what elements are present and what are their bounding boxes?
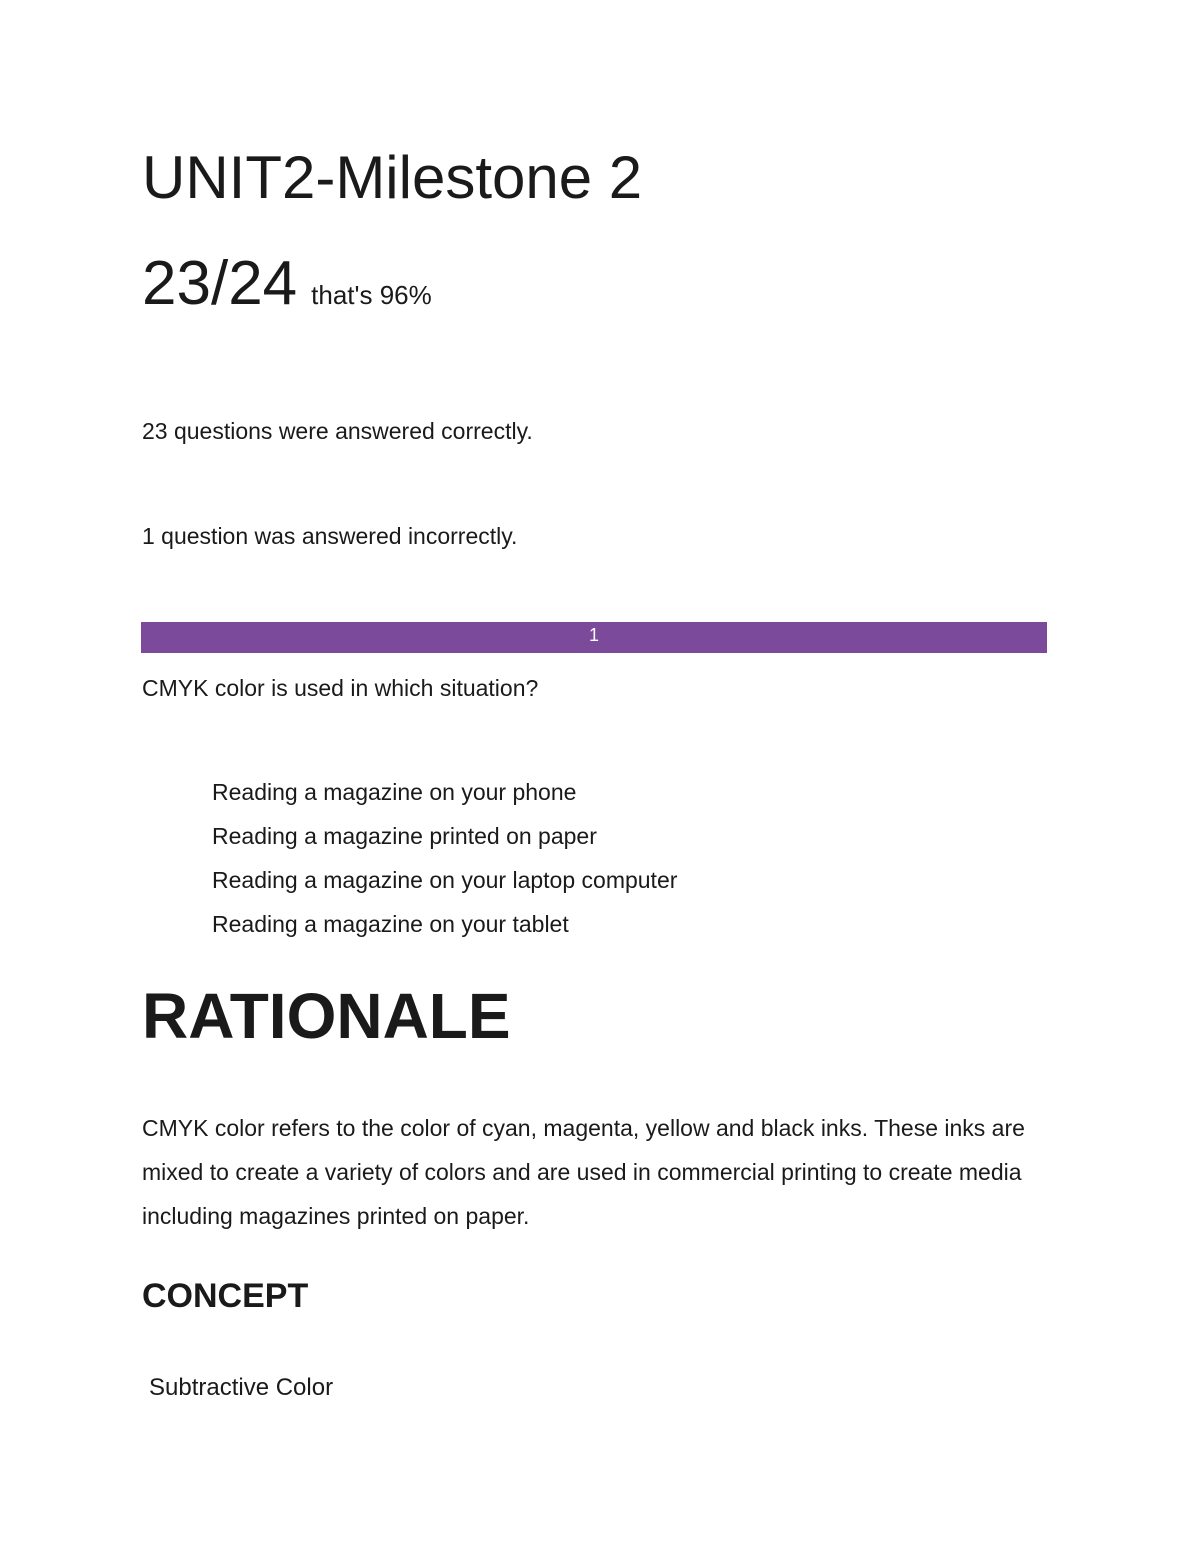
page-title: UNIT2-Milestone 2 — [142, 144, 643, 211]
question-number: 1 — [588, 625, 599, 645]
correct-summary: 23 questions were answered correctly. — [142, 418, 533, 444]
incorrect-summary: 1 question was answered incorrectly. — [142, 523, 518, 549]
answer-options — [212, 770, 677, 946]
score-percent: that's 96% — [311, 280, 432, 310]
answer-option: Reading a magazine on your phone — [212, 779, 577, 805]
score-display — [142, 248, 432, 336]
score-fraction: 23/24 — [142, 249, 298, 318]
concept-value: Subtractive Color — [149, 1374, 334, 1401]
question-prompt: CMYK color is used in which situation? — [142, 675, 539, 701]
rationale-text: CMYK color refers to the color of cyan, magenta, yellow and black inks. These inks are mixed to create a variety of colors and are used in commercial printing to create media including magazines printed on paper. — [142, 1115, 1025, 1229]
answer-option: Reading a magazine on your laptop computer — [212, 867, 678, 893]
answer-option: Reading a magazine on your tablet — [212, 911, 569, 937]
answer-option: Reading a magazine printed on paper — [212, 823, 597, 849]
question-number-bar — [141, 622, 1047, 653]
rationale-heading: RATIONALE — [142, 980, 511, 1052]
concept-heading: CONCEPT — [142, 1277, 309, 1315]
